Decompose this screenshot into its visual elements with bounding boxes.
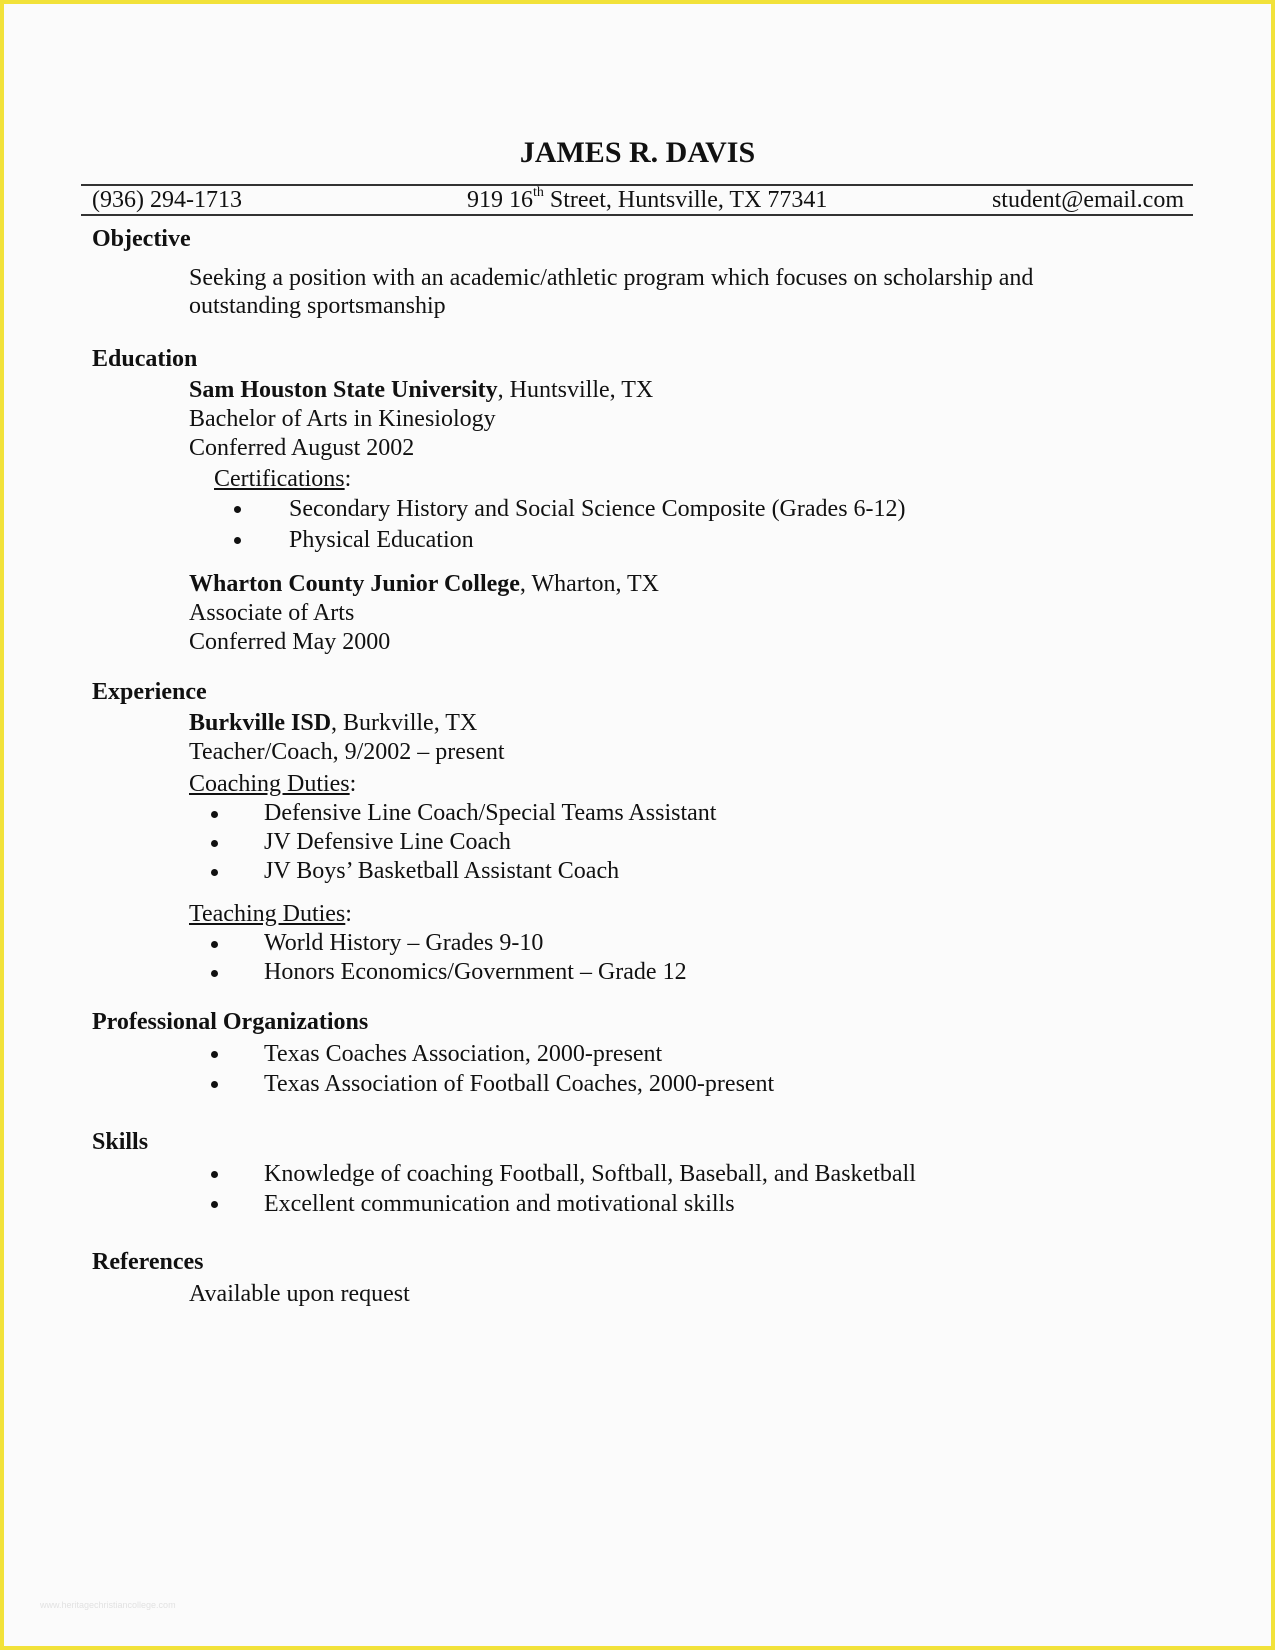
address-number: 919 16	[467, 187, 533, 213]
certifications-label-line	[214, 465, 1192, 494]
bullet-icon	[211, 840, 218, 847]
school-location: , Huntsville, TX	[497, 377, 654, 403]
certification-text: Physical Education	[289, 527, 474, 553]
section-heading-references: References	[92, 1249, 204, 1275]
address-rest: Street, Huntsville, TX 77341	[543, 187, 828, 213]
skills-list	[189, 1159, 1192, 1219]
school-line	[189, 376, 1192, 405]
section-heading-objective: Objective	[92, 226, 191, 252]
header-bottom-rule	[81, 214, 1193, 216]
teaching-colon: :	[345, 901, 352, 927]
degree: Bachelor of Arts in Kinesiology	[189, 406, 496, 432]
bullet-icon	[211, 1201, 218, 1208]
list-item	[189, 958, 1192, 987]
duty-text: Defensive Line Coach/Special Teams Assistant	[264, 800, 717, 826]
list-item	[189, 1069, 1192, 1099]
teaching-duties-list	[189, 929, 1192, 987]
certifications-list	[189, 494, 1192, 556]
list-item	[189, 828, 1192, 857]
duty-text: JV Defensive Line Coach	[264, 829, 511, 855]
section-heading-education: Education	[92, 346, 198, 372]
conferred-date: Conferred May 2000	[189, 629, 391, 655]
duty-text: Honors Economics/Government – Grade 12	[264, 959, 687, 985]
section-heading-skills: Skills	[92, 1129, 149, 1155]
education-entry	[189, 376, 1192, 556]
bullet-icon	[234, 537, 241, 544]
bullet-icon	[211, 1171, 218, 1178]
watermark: www.heritagechristiancollege.com	[40, 1600, 176, 1610]
list-item	[189, 1189, 1192, 1219]
skill-text: Knowledge of coaching Football, Softball, Baseball, and Basketball	[264, 1161, 916, 1187]
list-item	[189, 857, 1192, 886]
school-location: , Wharton, TX	[519, 571, 660, 597]
duty-text: JV Boys’ Basketball Assistant Coach	[264, 858, 620, 884]
organization-text: Texas Coaches Association, 2000-present	[264, 1041, 663, 1067]
resume-body	[92, 224, 1192, 1309]
bullet-icon	[211, 1051, 218, 1058]
coaching-colon: :	[349, 771, 357, 797]
bullet-icon	[211, 941, 218, 948]
resume-name: JAMES R. DAVIS	[519, 136, 756, 169]
certifications-label: Certifications	[214, 466, 345, 492]
duty-text: World History – Grades 9-10	[264, 930, 544, 956]
list-item	[189, 494, 1192, 525]
section-heading-organizations: Professional Organizations	[92, 1009, 369, 1035]
employer-location: , Burkville, TX	[331, 710, 478, 736]
list-item	[189, 1159, 1192, 1189]
organization-text: Texas Association of Football Coaches, 2000-present	[264, 1071, 775, 1097]
certifications-colon: :	[344, 466, 352, 492]
employer-name: Burkville ISD	[189, 710, 332, 736]
skill-text: Excellent communication and motivational skills	[264, 1191, 735, 1217]
phone-number: (936) 294-1713	[92, 187, 242, 213]
education-entry	[189, 570, 1192, 657]
school-name: Wharton County Junior College	[189, 571, 520, 597]
organizations-list	[189, 1039, 1192, 1099]
school-line	[189, 570, 1192, 599]
job-role: Teacher/Coach, 9/2002 – present	[189, 739, 505, 765]
list-item	[189, 929, 1192, 958]
references-text: Available upon request	[189, 1281, 410, 1307]
conferred-date: Conferred August 2002	[189, 435, 415, 461]
section-heading-experience: Experience	[92, 679, 207, 705]
certification-text: Secondary History and Social Science Composite (Grades 6-12)	[289, 496, 906, 522]
list-item	[189, 1039, 1192, 1069]
objective-text: Seeking a position with an academic/athletic program which focuses on scholarship and outstanding sportsmanship	[189, 265, 1034, 319]
teaching-duties-label: Teaching Duties	[189, 901, 346, 927]
bullet-icon	[211, 970, 218, 977]
bullet-icon	[211, 869, 218, 876]
email-address: student@email.com	[991, 187, 1184, 213]
coaching-duties-list	[189, 799, 1192, 886]
degree: Associate of Arts	[189, 600, 355, 626]
experience-entry	[189, 709, 1192, 987]
coaching-duties-label: Coaching Duties	[189, 771, 350, 797]
teaching-label-line	[189, 900, 1192, 929]
list-item	[189, 525, 1192, 556]
bullet-icon	[211, 811, 218, 818]
school-name: Sam Houston State University	[189, 377, 498, 403]
street-address	[467, 186, 827, 214]
bullet-icon	[234, 506, 241, 513]
coaching-label-line	[189, 770, 1192, 799]
address-suffix: th	[533, 185, 544, 200]
employer-line	[189, 709, 1192, 738]
list-item	[189, 799, 1192, 828]
bullet-icon	[211, 1081, 218, 1088]
